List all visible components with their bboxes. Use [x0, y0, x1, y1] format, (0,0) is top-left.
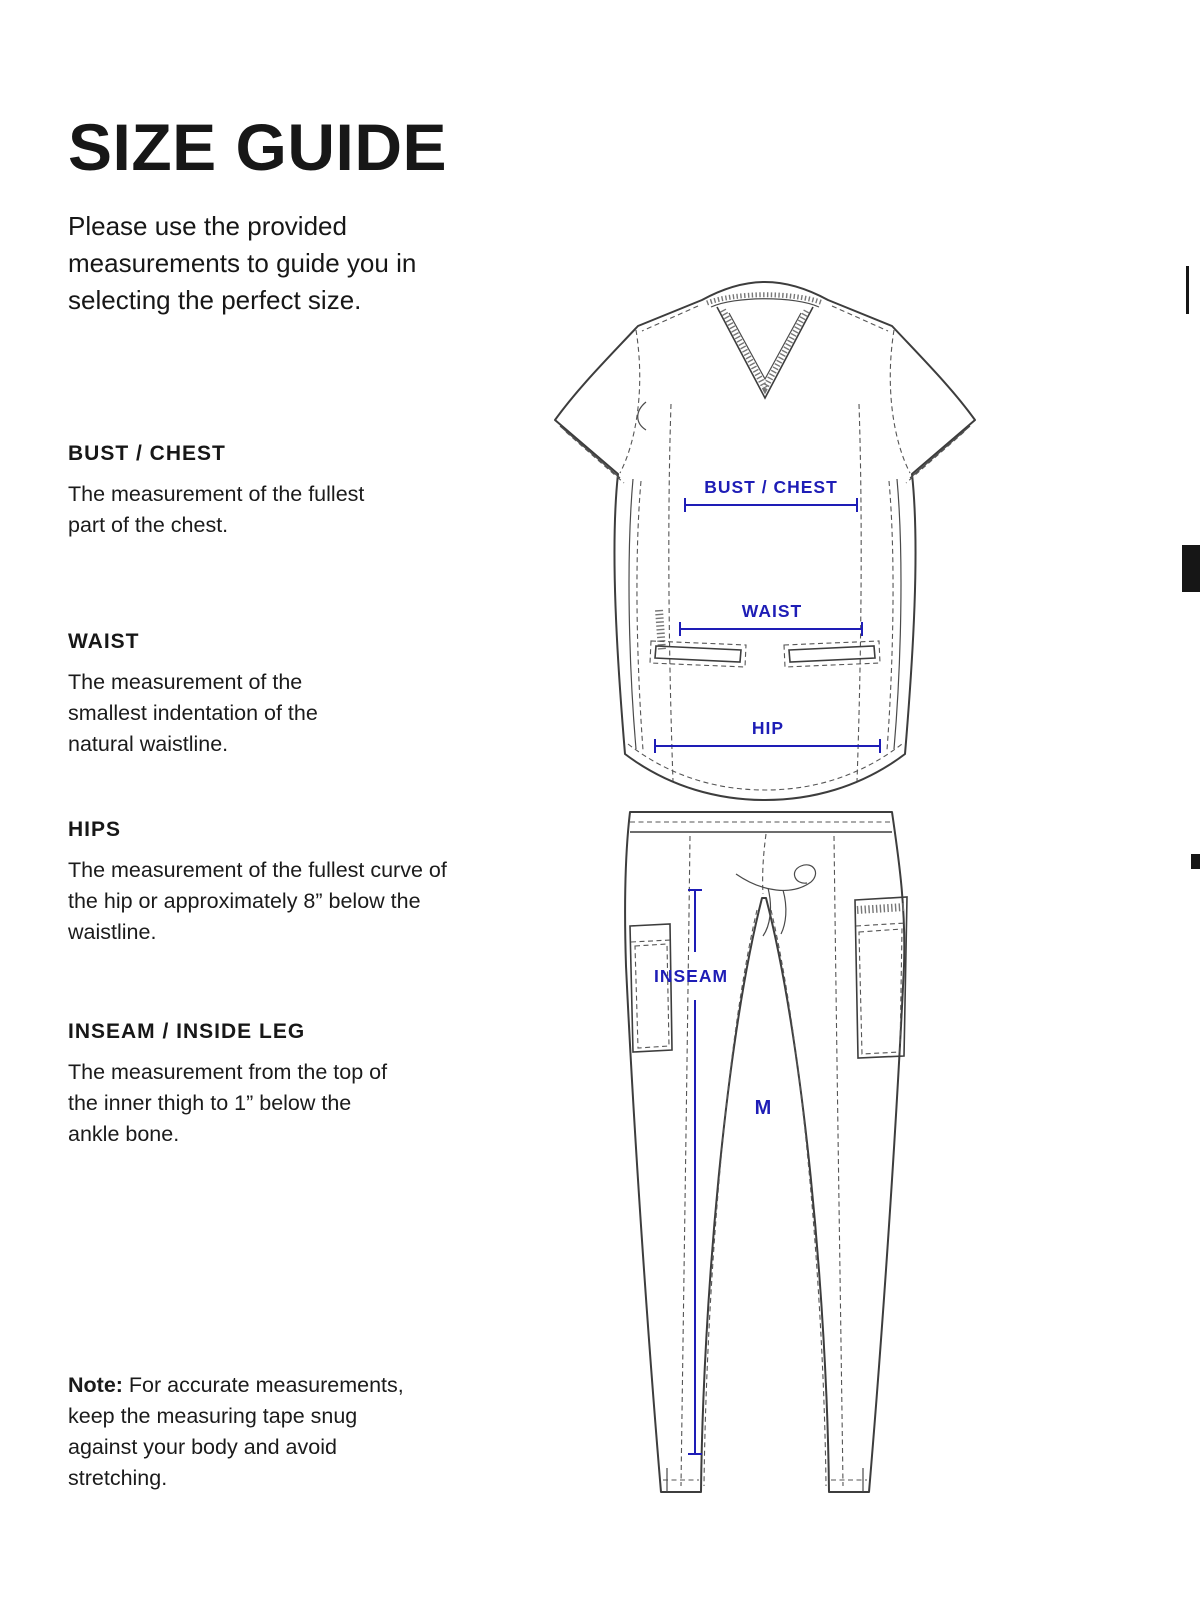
definition-body-inseam: The measurement from the top of the inner thigh to 1” below the ankle bone.: [68, 1060, 388, 1146]
definition-bust-chest: [68, 442, 368, 541]
hip-measurement-label: HIP: [751, 718, 785, 738]
inseam-measurement-label: INSEAM: [653, 966, 729, 986]
note-text: [68, 1370, 416, 1494]
scrub-pants-drawing: [625, 812, 907, 1492]
size-letter-label: M: [754, 1097, 772, 1119]
intro-text: Please use the provided measurements to guide you in selecting the perfect size.: [68, 211, 417, 315]
pants-outline: [625, 812, 904, 1492]
page-title: SIZE GUIDE: [68, 110, 448, 185]
bust-measurement-label: BUST / CHEST: [704, 477, 838, 497]
page-edge-artifact: [1182, 545, 1200, 592]
garment-technical-drawing: [530, 276, 1000, 1538]
note-body: For accurate measurements, keep the measuring tape snug against your body and avoid stretching.: [68, 1373, 404, 1490]
definition-body-hips: The measurement of the fullest curve of the hip or approximately 8” below the waistline.: [68, 858, 447, 944]
definition-heading-waist: WAIST: [68, 630, 140, 653]
definition-body-waist: The measurement of the smallest indentation of the natural waistline.: [68, 670, 318, 756]
definition-hips: [68, 818, 448, 948]
definition-body-bust: The measurement of the fullest part of the chest.: [68, 482, 365, 537]
definition-inseam: [68, 1020, 408, 1150]
page-edge-artifact: [1186, 266, 1189, 314]
note-label: Note:: [68, 1373, 123, 1397]
definition-heading-bust: BUST / CHEST: [68, 442, 226, 465]
definition-heading-hips: HIPS: [68, 818, 122, 841]
garment-diagram: [530, 276, 1000, 1538]
page-edge-artifact: [1191, 854, 1200, 869]
waist-measurement-label: WAIST: [741, 601, 803, 621]
definition-waist: [68, 630, 380, 760]
definition-heading-inseam: INSEAM / INSIDE LEG: [68, 1020, 306, 1043]
